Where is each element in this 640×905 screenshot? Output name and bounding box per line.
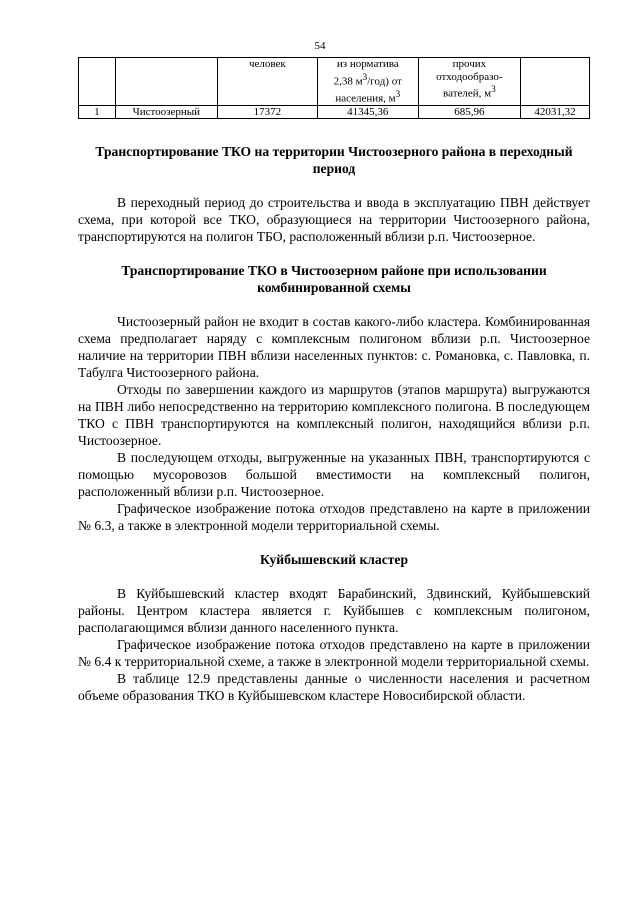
header-population-label: человек xyxy=(249,58,286,70)
paragraph: Отходы по завершении каждого из маршрутов (этапов маршрута) выгружаются на ПВН либо непосредственно на территорию комплексного полигона. В последующем ТКО с ПВН транспортируются на комплексный полигон, находящийся вблизи р.п. Чистоозерное. xyxy=(78,382,590,448)
header-normative-line3: населения, м xyxy=(335,92,396,105)
table-header-cell xyxy=(115,58,217,106)
table-header-row xyxy=(79,58,590,106)
data-table xyxy=(78,57,590,119)
paragraph: В последующем отходы, выгруженные на указанных ПВН, транспортируются с помощью мусоровозов большой вместимости на комплексный полигон, расположенный вблизи р.п. Чистоозерное. xyxy=(78,450,590,499)
header-other-line3-sup: 3 xyxy=(491,84,496,94)
paragraph: В Куйбышевский кластер входят Барабинский, Здвинский, Куйбышевский районы. Центром кластера является г. Куйбышев с комплексным полигоном, располагающимся вблизи данного населенного пункта. xyxy=(78,586,590,635)
header-other-line1: прочих xyxy=(452,58,487,70)
section-heading: Транспортирование ТКО в Чистоозерном районе при использовании комбинированной схемы xyxy=(121,263,547,295)
paragraph: Чистоозерный район не входит в состав какого-либо кластера. Комбинированная схема предполагает наряду с комплексным полигоном вблизи р.п. Чистоозерное наличие на территории ПВН вблизи населенных пунктов: с. Романовка, с. Павловка, п. Табулга Чистоозерного района. xyxy=(78,314,590,380)
header-normative-line2-post: /год) от xyxy=(367,75,402,88)
page-number: 54 xyxy=(314,40,326,52)
header-normative-line2-pre: 2,38 м xyxy=(333,75,363,88)
table-header-cell xyxy=(217,58,317,106)
table-cell-district: Чистоозерный xyxy=(115,105,217,119)
paragraph: В таблице 12.9 представлены данные о численности населения и расчетном объеме образования ТКО в Куйбышевском кластере Новосибирской области. xyxy=(78,671,590,703)
section-heading: Куйбышевский кластер xyxy=(259,552,409,567)
header-normative-line1: из норматива xyxy=(336,58,399,70)
paragraph: В переходный период до строительства и ввода в эксплуатацию ПВН действует схема, при которой все ТКО, образующиеся на территории Чистоозерного района, транспортируются на полигон ТБО, расположенный вблизи р.п. Чистоозерное. xyxy=(78,195,590,244)
table-header-cell xyxy=(79,58,116,106)
section-heading: Транспортирование ТКО на территории Чистоозерного района в переходный период xyxy=(95,144,573,176)
table-cell-population: 17372 xyxy=(217,105,317,119)
header-normative-line3-sup: 3 xyxy=(395,88,401,99)
header-other-line2: отходообразо- xyxy=(436,70,503,83)
header-normative-line2-sup: 3 xyxy=(362,71,368,82)
table-header-cell xyxy=(317,58,418,106)
table-header-cell xyxy=(418,58,520,106)
header-other-line3: вателей, м xyxy=(443,87,492,100)
table-cell-num: 1 xyxy=(79,105,116,119)
paragraph: Графическое изображение потока отходов представлено на карте в приложении № 6.4 к территориальной схеме, а также в электронной модели территориальной схемы. xyxy=(78,637,590,669)
table-header-cell xyxy=(521,58,590,106)
document-body xyxy=(78,143,590,704)
table-cell-other: 685,96 xyxy=(418,105,520,119)
table-cell-normative: 41345,36 xyxy=(317,105,418,119)
paragraph: Графическое изображение потока отходов представлено на карте в приложении № 6.3, а также в электронной модели территориальной схемы. xyxy=(78,501,590,533)
table-cell-total: 42031,32 xyxy=(521,105,590,119)
table-row xyxy=(79,105,590,119)
